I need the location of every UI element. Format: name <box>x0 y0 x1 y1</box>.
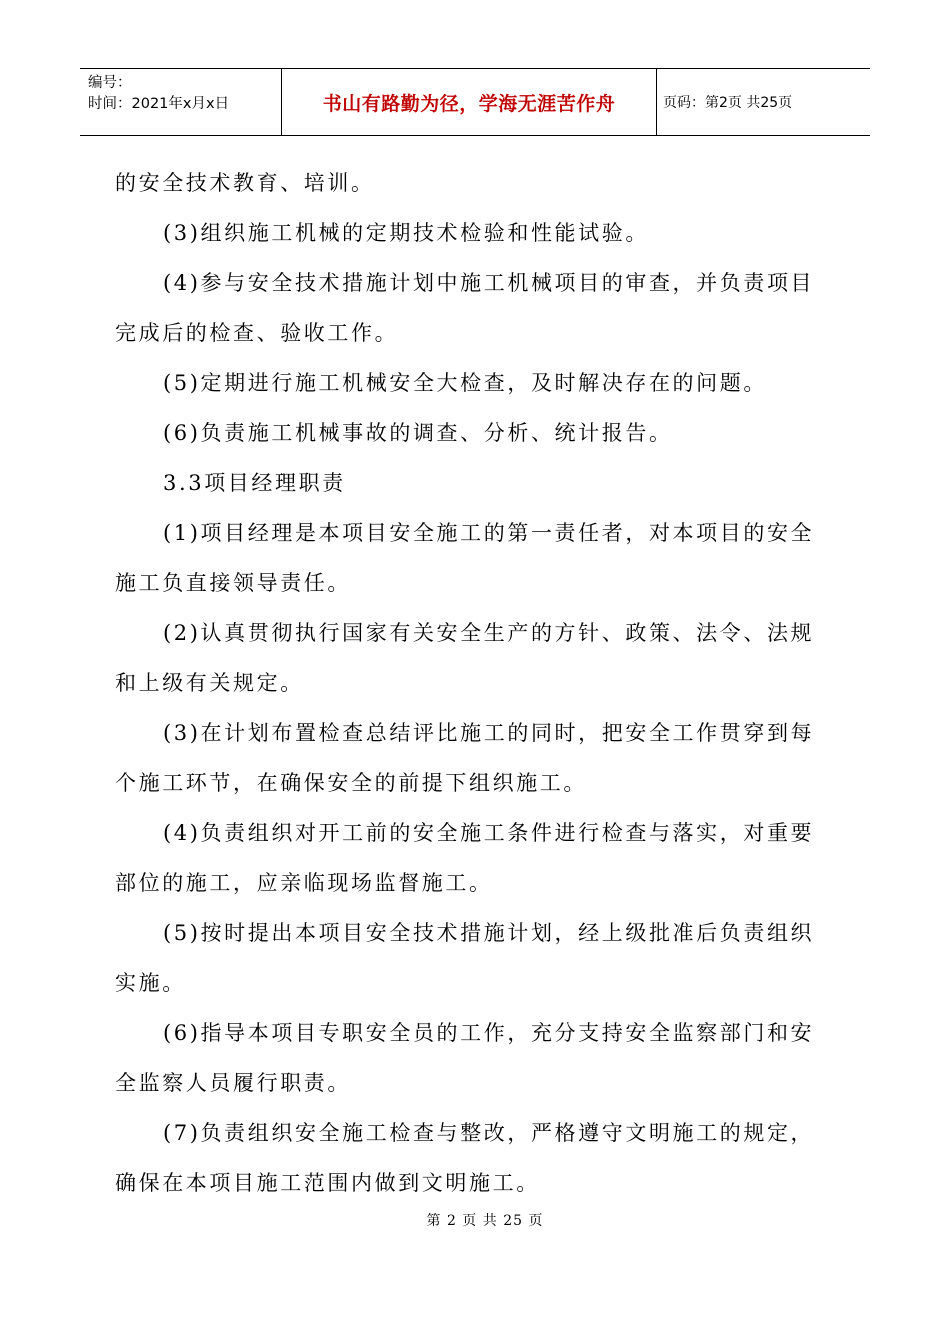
page-header <box>80 68 870 136</box>
body-line: 全监察人员履行职责。 <box>115 1071 351 1095</box>
body-line: 的安全技术教育、培训。 <box>115 171 375 195</box>
body-line: (1)项目经理是本项目安全施工的第一责任者，对本项目的安全 <box>163 521 815 545</box>
body-line: 确保在本项目施工范围内做到文明施工。 <box>115 1171 540 1195</box>
header-meta-cell <box>80 69 282 135</box>
body-line: (2)认真贯彻执行国家有关安全生产的方针、政策、法令、法规 <box>163 621 815 645</box>
body-line: 完成后的检查、验收工作。 <box>115 321 399 345</box>
body-line: (4)负责组织对开工前的安全施工条件进行检查与落实，对重要 <box>163 821 815 845</box>
body-line: (6)指导本项目专职安全员的工作，充分支持安全监察部门和安 <box>163 1021 815 1045</box>
page-footer: 第 2 页 共 25 页 <box>426 1213 544 1229</box>
header-motto: 书山有路勤为径，学海无涯苦作舟 <box>282 69 657 135</box>
body-line: (3)在计划布置检查总结评比施工的同时，把安全工作贯穿到每 <box>163 721 815 745</box>
body-line: 部位的施工，应亲临现场监督施工。 <box>115 871 493 895</box>
body-line: (7)负责组织安全施工检查与整改，严格遵守文明施工的规定， <box>163 1121 815 1145</box>
body-line: 实施。 <box>115 971 186 995</box>
body-line: (3)组织施工机械的定期技术检验和性能试验。 <box>163 221 649 245</box>
body-line: (5)定期进行施工机械安全大检查，及时解决存在的问题。 <box>163 371 767 395</box>
body-line: (6)负责施工机械事故的调查、分析、统计报告。 <box>163 421 673 445</box>
body-line: (4)参与安全技术措施计划中施工机械项目的审查，并负责项目 <box>163 271 815 295</box>
body-line: (5)按时提出本项目安全技术措施计划，经上级批准后负责组织 <box>163 921 815 945</box>
doc-number-label: 编号： <box>88 75 132 91</box>
body-line: 和上级有关规定。 <box>115 671 304 695</box>
body-line: 施工负直接领导责任。 <box>115 571 351 595</box>
header-page-info: 页码：第2页 共25页 <box>663 95 793 111</box>
doc-date-label: 时间：2021年x月x日 <box>88 96 230 112</box>
section-heading: 3.3项目经理职责 <box>163 471 346 495</box>
body-line: 个施工环节，在确保安全的前提下组织施工。 <box>115 771 587 795</box>
